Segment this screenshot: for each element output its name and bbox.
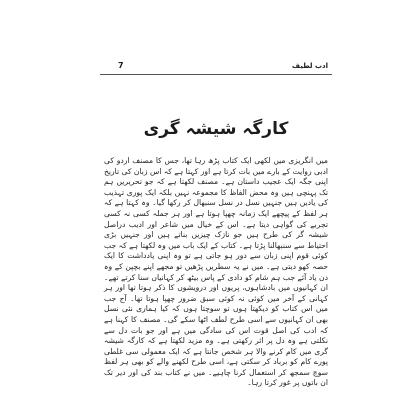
article-title: کارگہ شیشہ گری [143, 119, 289, 139]
article-body: میں انگریزی میں لکھی ایک کتاب پڑھ رہا تھا، جس کا مصنف اردو کی ادبی روایت کے بارے میں بات کرتا ہے اور کہتا ہے کہ اس زبان کی تاریخ اپنی جگہ ایک عجیب داستان ہے۔ مصنف لکھتا ہے کہ جو تحریریں ہم تک پہنچی ہیں وہ محض الفاظ کا مجموعہ نہیں بلکہ ایک پوری تہذیب کی یادیں ہیں جنہیں نسل در نسل سنبھال کر رکھا گیا۔ وہ کہتا ہے کہ ہر لفظ کے پیچھے ایک زمانہ چھپا ہوتا ہے اور ہر جملہ کسی نہ کسی تجربے کی گواہی دیتا ہے۔ اس کے خیال میں شاعر اور ادیب دراصل شیشہ گر کی طرح ہیں جو نازک چیزیں بناتے ہیں اور جنہیں بڑی احتیاط سے سنبھالنا پڑتا ہے۔ کتاب کے ایک باب میں وہ لکھتا ہے کہ جب کوئی قوم اپنی زبان سے دور ہو جاتی ہے تو وہ اپنی یادداشت کا ایک حصہ کھو دیتی ہے۔ میں نے یہ سطریں پڑھیں تو مجھے اپنے بچپن کے وہ دن یاد آئے جب ہم شام کو دادی کے پاس بیٹھ کر کہانیاں سنا کرتے تھے۔ ان کہانیوں میں بادشاہوں، پریوں اور درویشوں کا ذکر ہوتا تھا اور ہر کہانی کے آخر میں کوئی نہ کوئی سبق ضرور چھپا ہوتا تھا۔ آج جب میں اس کتاب کو دیکھتا ہوں تو سوچتا ہوں کہ کیا ہماری نئی نسل بھی ان کہانیوں سے اسی طرح لطف اٹھا سکے گی۔ مصنف کا کہنا ہے کہ ادب کی اصل قوت اس کی سادگی میں ہے اور جو بات دل سے نکلتی ہے وہ دل پر اثر رکھتی ہے۔ وہ مزید لکھتا ہے کہ کارگہ شیشہ گری میں کام کرنے والا ہر شخص جانتا ہے کہ ایک معمولی سی غلطی پورے کام کو برباد کر سکتی ہے، اسی طرح لکھنے والے کو بھی ہر لفظ سوچ سمجھ کر استعمال کرنا چاہیے۔ میں نے کتاب بند کی اور دیر تک ان باتوں پر غور کرتا رہا۔ [104, 156, 328, 388]
page-number: 7 [118, 61, 124, 70]
journal-name: ادب لطیف [291, 62, 328, 70]
page-header [100, 60, 332, 72]
header-divider [100, 74, 332, 75]
